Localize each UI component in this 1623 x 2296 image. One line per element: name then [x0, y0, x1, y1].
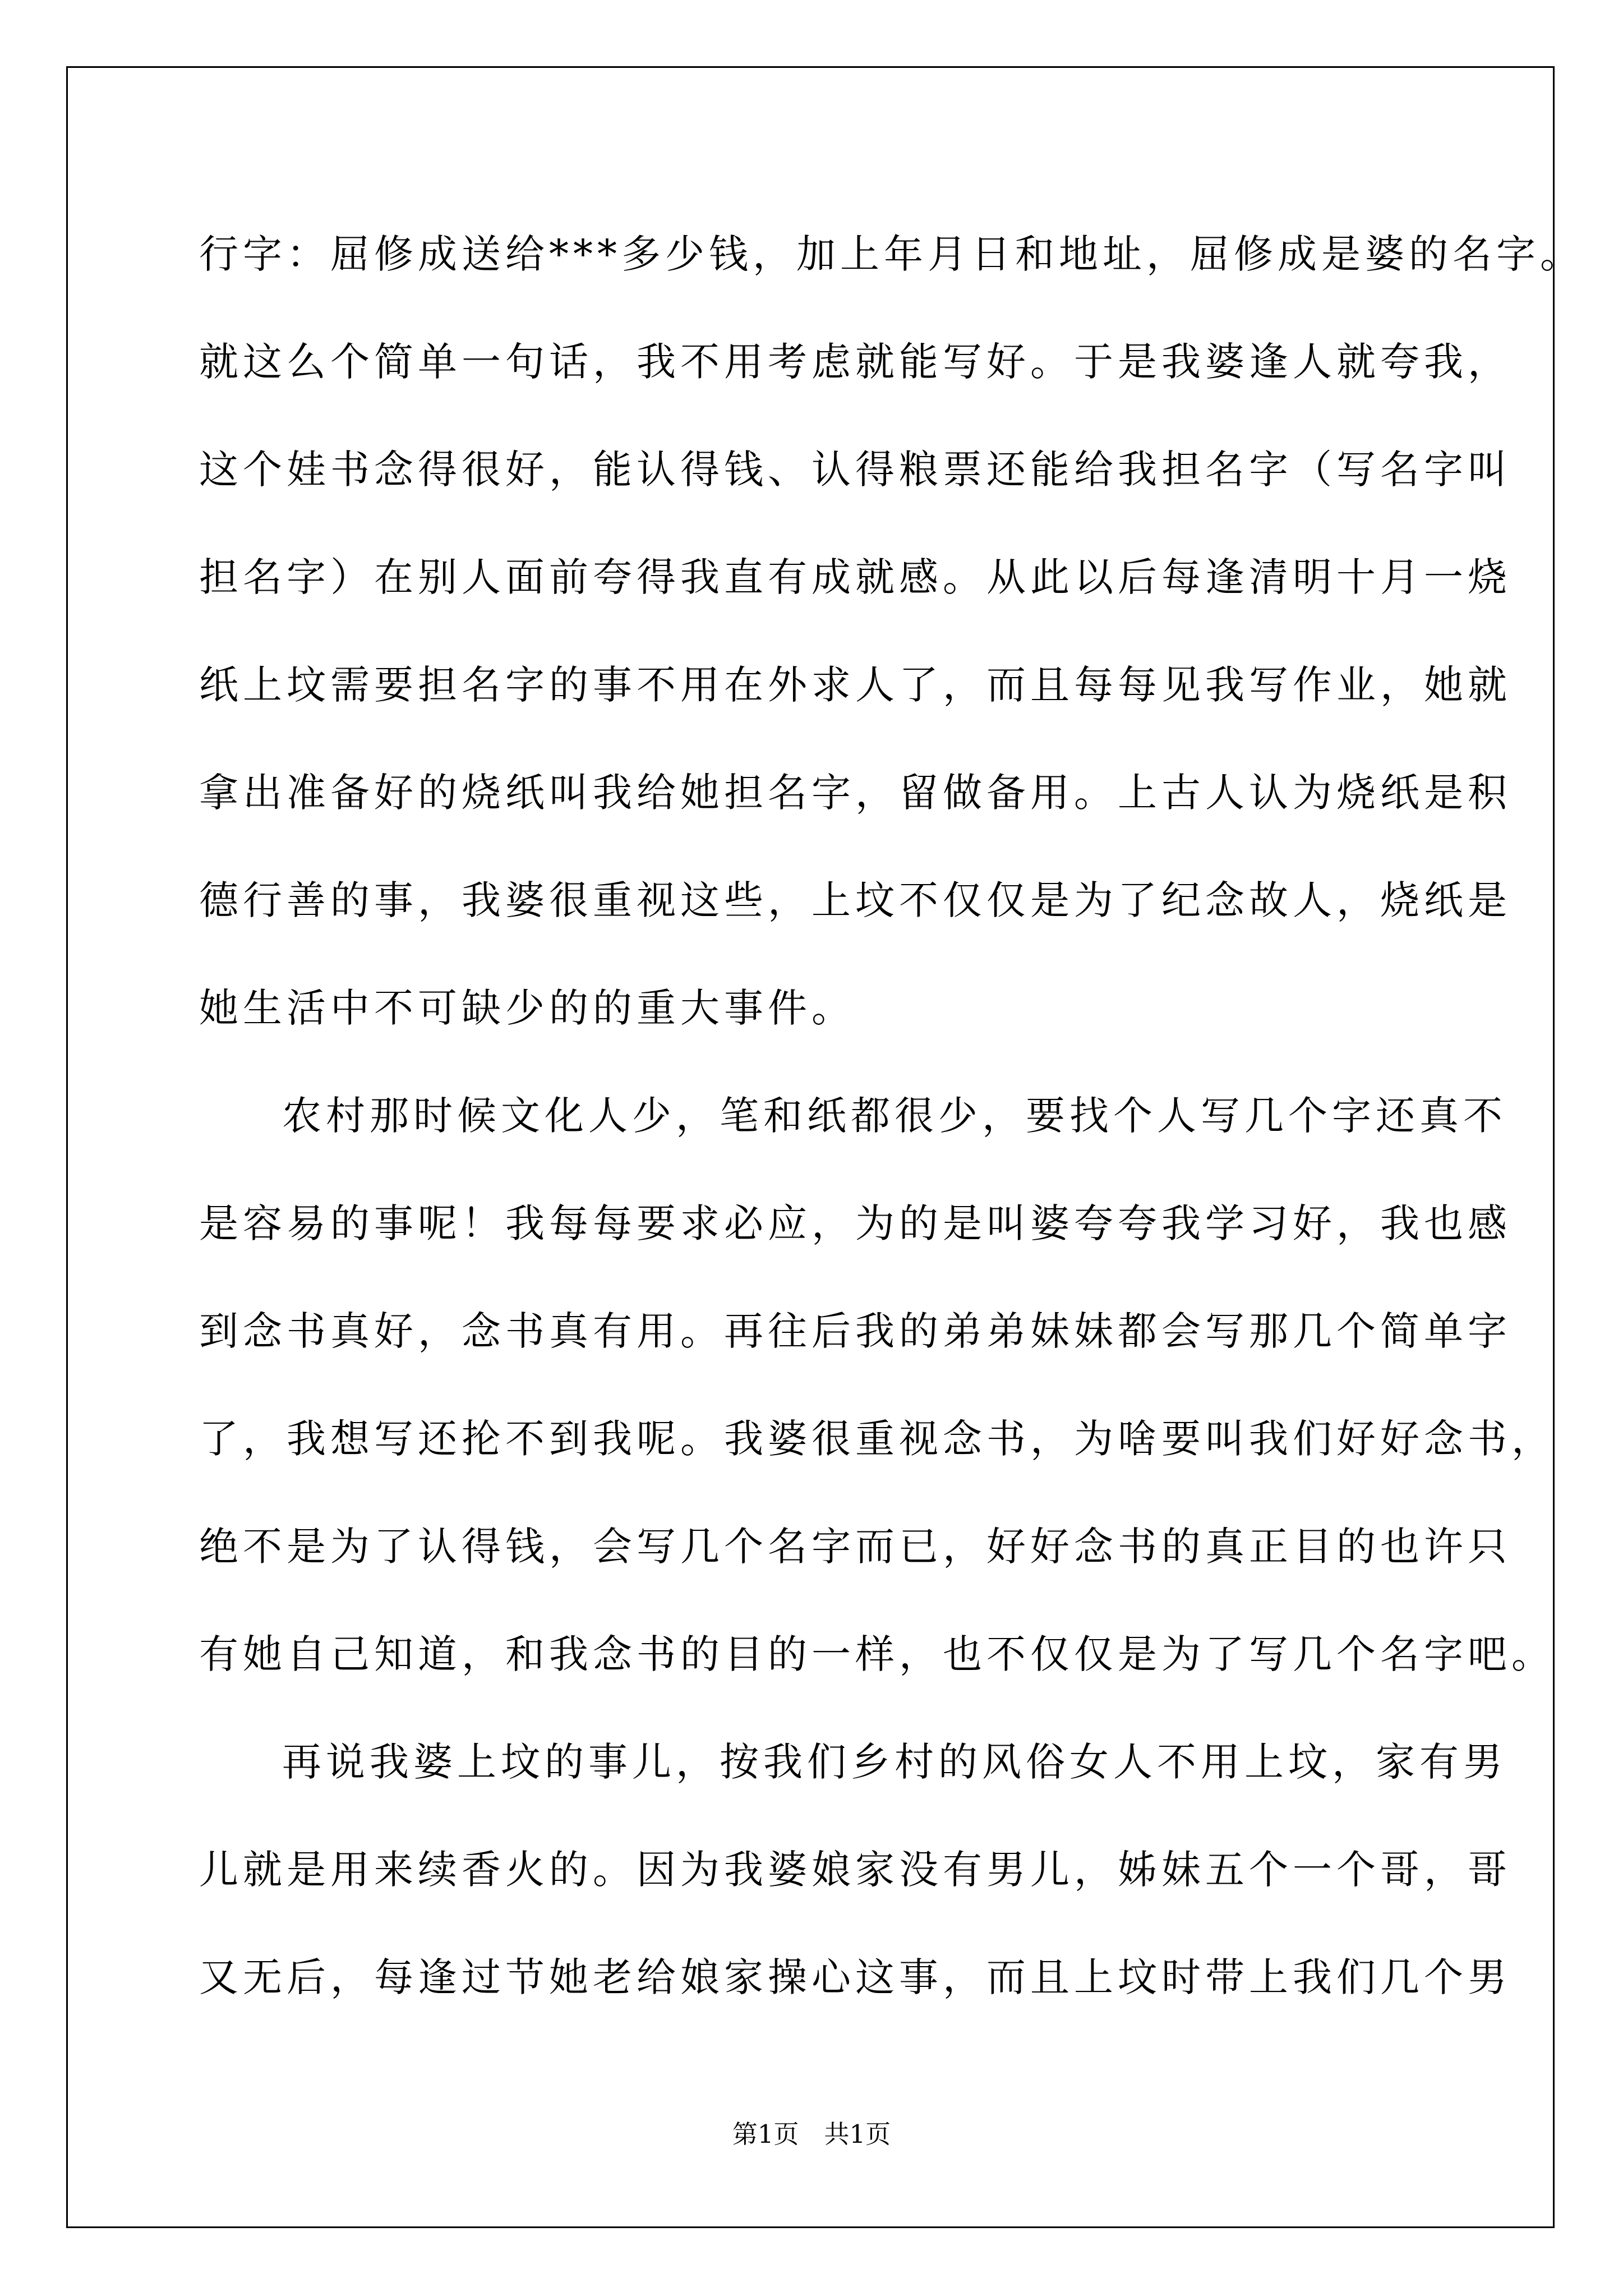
text-line: 她生活中不可缺少的的重大事件。	[199, 985, 855, 1031]
text-line: 绝不是为了认得钱，会写几个名字而已，好好念书的真正目的也许只	[199, 1524, 1511, 1570]
text-line: 又无后，每逢过节她老给娘家操心这事，而且上坟时带上我们几个男	[199, 1954, 1511, 2000]
text-line: 德行善的事，我婆很重视这些，上坟不仅仅是为了纪念故人，烧纸是	[199, 877, 1511, 923]
paragraph-first-line: 农村那时候文化人少，笔和纸都很少，要找个人写几个字还真不	[282, 1093, 1507, 1139]
page-number: 第1页 共1页	[732, 2119, 891, 2149]
document-body	[199, 212, 1584, 2043]
text-line: 是容易的事呢！我每每要求必应，为的是叫婆夸夸我学习好，我也感	[199, 1200, 1511, 1246]
text-line: 拿出准备好的烧纸叫我给她担名字，留做备用。上古人认为烧纸是积	[199, 770, 1511, 816]
text-line: 到念书真好，念书真有用。再往后我的弟弟妹妹都会写那几个简单字	[199, 1308, 1511, 1354]
text-line: 儿就是用来续香火的。因为我婆娘家没有男儿，姊妹五个一个哥，哥	[199, 1847, 1511, 1893]
text-line: 有她自己知道，和我念书的目的一样，也不仅仅是为了写几个名字吧。	[199, 1631, 1555, 1677]
paragraph-first-line: 再说我婆上坟的事儿，按我们乡村的风俗女人不用上坟，家有男	[282, 1739, 1507, 1785]
page-footer	[0, 2118, 1623, 2151]
text-line: 了，我想写还抡不到我呢。我婆很重视念书，为啥要叫我们好好念书，	[199, 1416, 1555, 1462]
text-line: 这个娃书念得很好，能认得钱、认得粮票还能给我担名字（写名字叫	[199, 447, 1511, 493]
text-line: 纸上坟需要担名字的事不用在外求人了，而且每每见我写作业，她就	[199, 662, 1511, 708]
text-line: 行字：屈修成送给***多少钱，加上年月日和地址，屈修成是婆的名字。	[199, 231, 1584, 277]
text-line: 就这么个简单一句话，我不用考虑就能写好。于是我婆逢人就夸我，	[199, 339, 1511, 385]
text-line: 担名字）在别人面前夸得我直有成就感。从此以后每逢清明十月一烧	[199, 554, 1511, 600]
